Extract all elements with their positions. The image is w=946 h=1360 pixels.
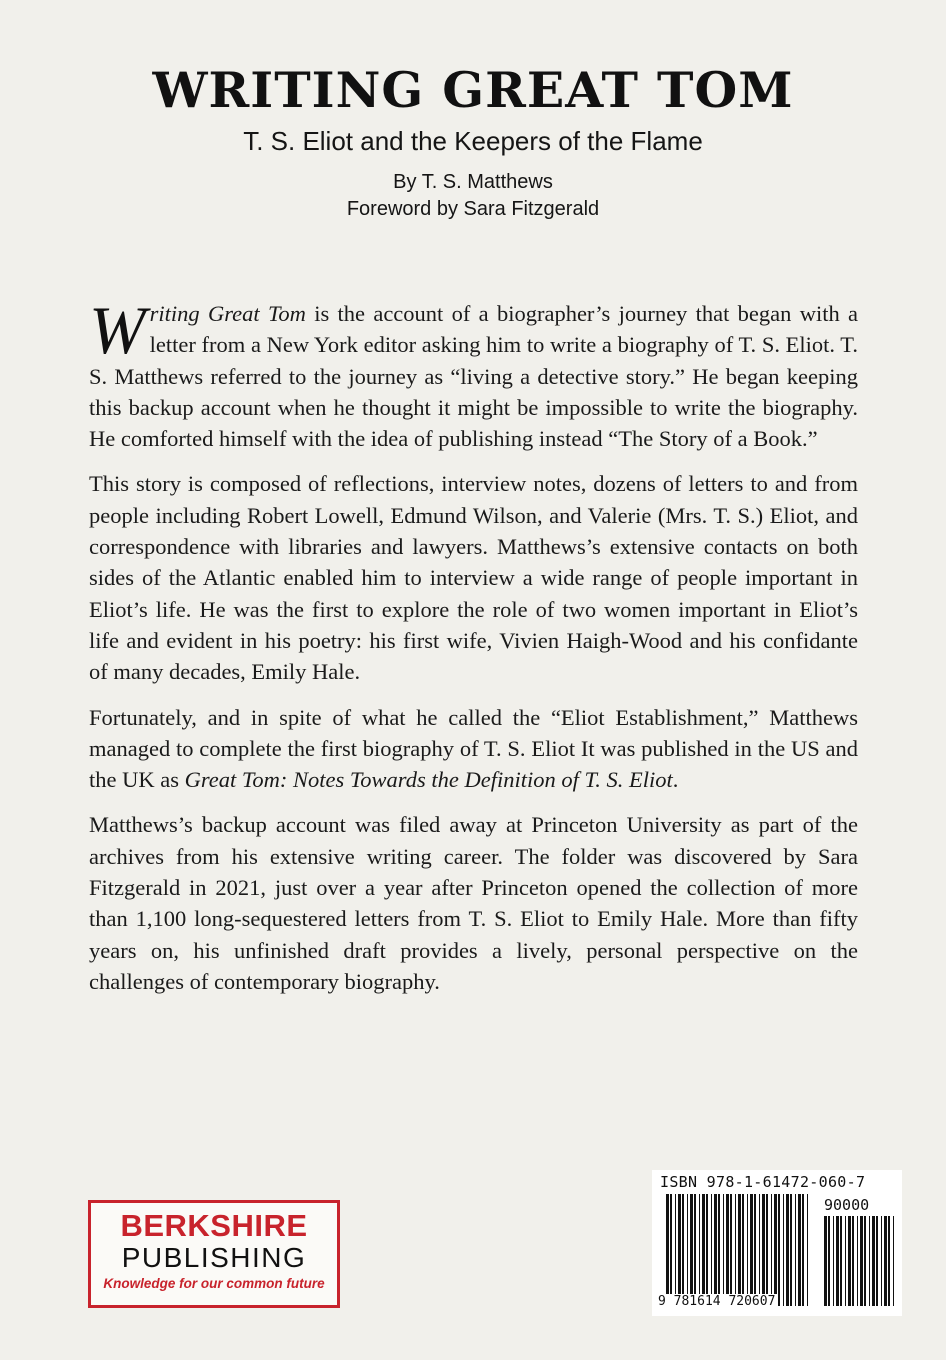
barcode-bar — [836, 1216, 839, 1306]
barcode-bar — [824, 1216, 827, 1306]
blurb-paragraph-4: Matthews’s backup account was filed away at Princeton University as part of the archives from his extensive writing career. The folder was discovered by Sara Fitzgerald in 2021, just over a year after Princeton opened the collection of more than 1,100 long-sequestered letters from T. S. Eliot to Emily Hale. More than fifty years on, his unfinished draft provides a lively, personal perspective on the challenges of contemporary biography. — [89, 812, 858, 994]
price-code: 90000 — [824, 1196, 870, 1214]
barcode-bar — [840, 1216, 842, 1306]
publisher-subname: PUBLISHING — [121, 1242, 307, 1273]
barcode-bar — [742, 1194, 744, 1306]
barcode-bar — [828, 1216, 830, 1306]
barcode-bar — [694, 1194, 696, 1306]
blurb — [89, 292, 858, 1011]
barcode-bar — [726, 1194, 729, 1306]
barcode-bar — [807, 1194, 808, 1306]
book-subtitle: T. S. Eliot and the Keepers of the Flame — [243, 126, 703, 156]
barcode-bar — [747, 1194, 748, 1306]
barcode-bar — [833, 1216, 834, 1306]
barcode-bar — [666, 1194, 669, 1306]
barcode-bar — [778, 1194, 780, 1306]
barcode-bar — [795, 1194, 796, 1306]
barcode-bar — [872, 1216, 875, 1306]
barcode-bar — [845, 1216, 846, 1306]
barcode-bar — [759, 1194, 760, 1306]
barcode-bar — [670, 1194, 672, 1306]
barcode-bar — [876, 1216, 878, 1306]
book-title: WRITING GREAT TOM — [152, 61, 794, 119]
barcode-bar — [706, 1194, 708, 1306]
barcode-bar — [783, 1194, 784, 1306]
barcode-bar — [848, 1216, 851, 1306]
barcode-bar — [750, 1194, 753, 1306]
barcode-bar — [702, 1194, 705, 1306]
barcode-digits: 9 781614 720607 — [658, 1294, 776, 1309]
foreword-line: Foreword by Sara Fitzgerald — [346, 198, 600, 220]
barcode-bar — [864, 1216, 866, 1306]
drop-cap: W — [89, 292, 146, 368]
isbn-barcode — [652, 1170, 902, 1316]
barcode-bar — [690, 1194, 693, 1306]
barcode-bar — [714, 1194, 717, 1306]
barcode-bar — [718, 1194, 720, 1306]
barcode-bar — [723, 1194, 724, 1306]
barcode-bar — [735, 1194, 736, 1306]
barcode-bar — [790, 1194, 792, 1306]
paragraph-end: . — [672, 767, 679, 793]
publisher-logo — [88, 1200, 340, 1308]
isbn-label: ISBN 978-1-61472-060-7 — [660, 1173, 866, 1191]
barcode-bar — [860, 1216, 863, 1306]
barcode-bar — [888, 1216, 890, 1306]
barcode-bar — [675, 1194, 676, 1306]
barcode-bar — [711, 1194, 712, 1306]
barcode-bar — [852, 1216, 854, 1306]
barcode-bar — [884, 1216, 887, 1306]
barcode-bar — [699, 1194, 700, 1306]
barcode-bar — [857, 1216, 858, 1306]
paragraph-text: Fortunately, and in spite of what he called the “Eliot Establishment,” Matthews managed to complete the first biography of T. S. Eliot It was published in the US and the UK as — [89, 704, 858, 793]
barcode-bar — [802, 1194, 804, 1306]
barcode-bar — [893, 1216, 894, 1306]
author-line: By T. S. Matthews — [393, 171, 553, 193]
cover-header — [0, 60, 946, 223]
barcode-bar — [786, 1194, 789, 1306]
barcode-bar — [881, 1216, 882, 1306]
blurb-paragraph-3 — [89, 702, 858, 796]
barcode-bar — [754, 1194, 756, 1306]
barcode-bar — [678, 1194, 681, 1306]
barcode-bar — [766, 1194, 768, 1306]
blurb-paragraph-2: This story is composed of reflections, interview notes, dozens of letters to and from people including Robert Lowell, Edmund Wilson, and Valerie (Mrs. T. S.) Eliot, and correspondence with libraries and lawyers. Matthews’s extensive contacts on both sides of the Atlantic enabled him to interview a wide range of people important in Eliot’s life. He was the first to explore the role of two women important in Eliot’s life and evident in his poetry: his first wife, Vivien Haigh-Wood and his confidante of many decades, Emily Hale. — [89, 471, 858, 685]
blurb-paragraph-1 — [89, 292, 858, 454]
barcode-bar — [774, 1194, 777, 1306]
paragraph-text: is the account of a biographer’s journey that began with a letter from a New York editor asking him to write a biography of T. S. Eliot. T. S. Matthews referred to the journey as “living a detective story.” He began keeping this backup account when he thought it might be impossible to write the biography. He comforted himself with the idea of publishing instead “The Story of a Book.” — [89, 301, 858, 452]
barcode-bar — [687, 1194, 688, 1306]
barcode-bar — [682, 1194, 684, 1306]
title-reference: Great Tom: Notes Towards the Definition of T. S. Eliot — [184, 767, 673, 793]
publisher-name: BERKSHIRE — [120, 1208, 308, 1243]
barcode-bar — [730, 1194, 732, 1306]
barcode-bar — [771, 1194, 772, 1306]
title-reference: riting Great Tom — [149, 301, 306, 326]
barcode-bar — [762, 1194, 765, 1306]
barcode-bar — [869, 1216, 870, 1306]
barcode-bar — [798, 1194, 801, 1306]
publisher-tagline: Knowledge for our common future — [103, 1276, 325, 1291]
barcode-bar — [738, 1194, 741, 1306]
